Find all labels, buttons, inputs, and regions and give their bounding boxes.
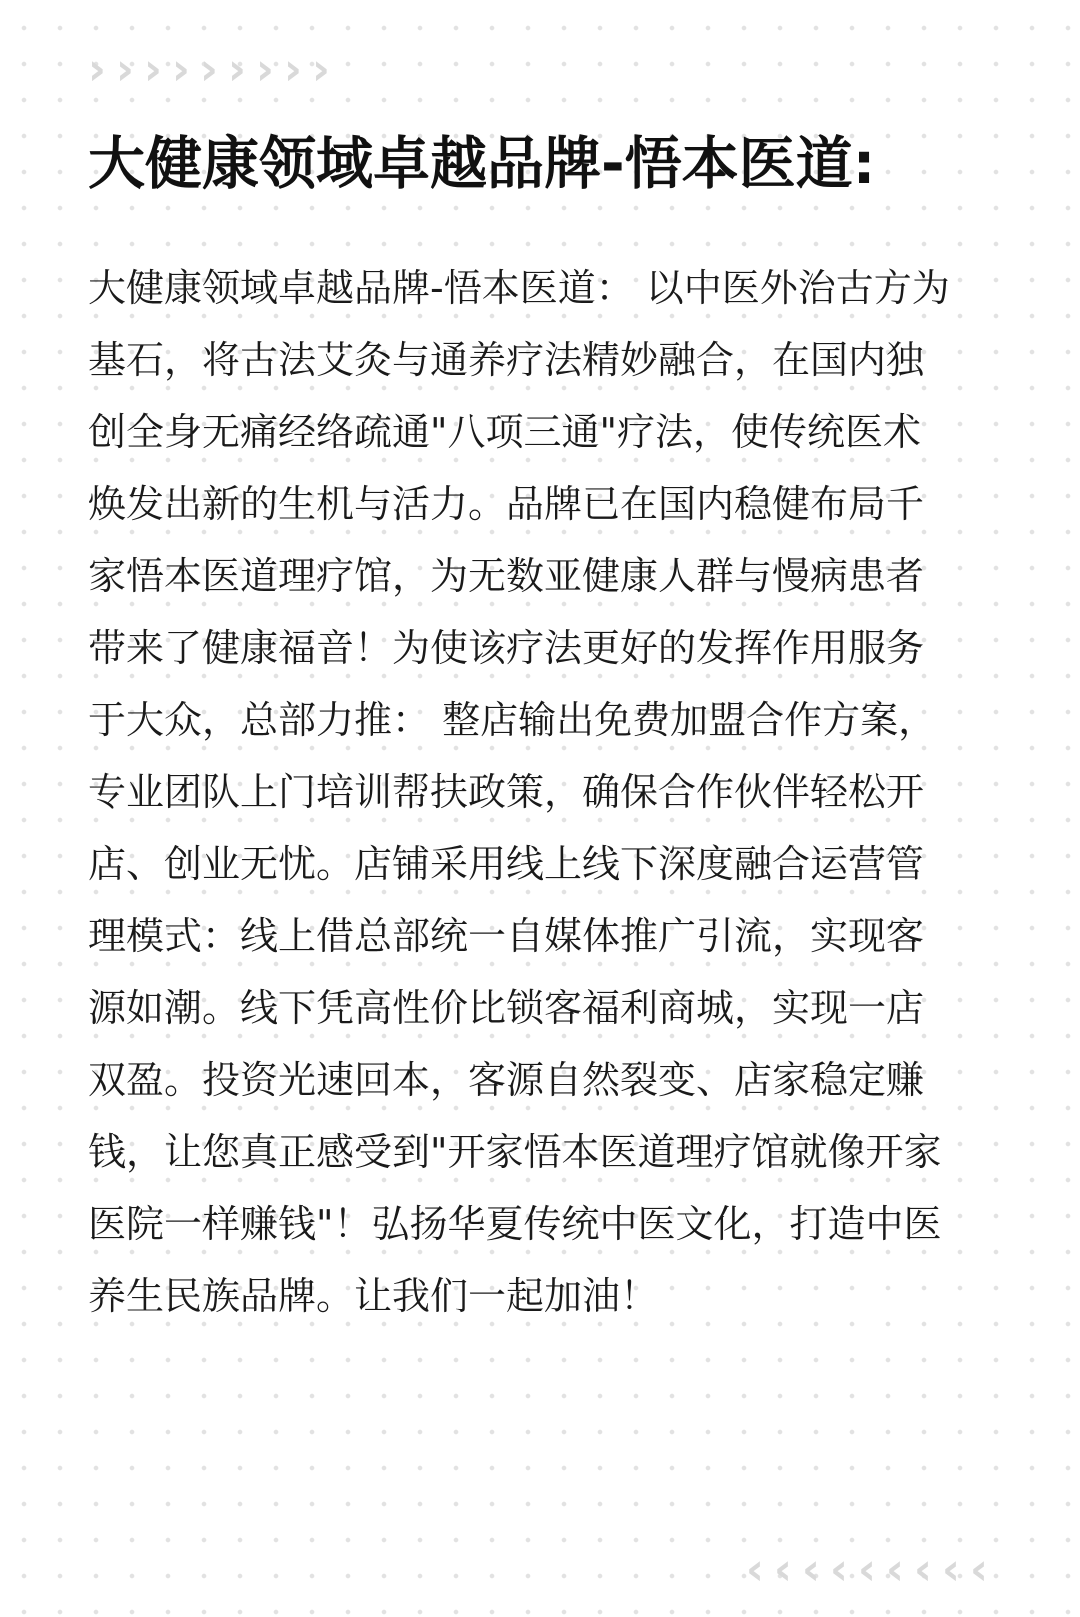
chevron-right-icon: › bbox=[115, 44, 135, 95]
chevron-right-icon: › bbox=[283, 44, 303, 95]
chevron-right-icon: › bbox=[143, 44, 163, 95]
chevron-left-icon: ‹ bbox=[969, 1544, 989, 1595]
chevron-right-icon: › bbox=[227, 44, 247, 95]
chevron-left-icon: ‹ bbox=[913, 1544, 933, 1595]
chevron-left-icon: ‹ bbox=[857, 1544, 877, 1595]
chevron-right-icon: › bbox=[255, 44, 275, 95]
chevron-right-icon: › bbox=[87, 44, 107, 95]
chevron-left-icon: ‹ bbox=[801, 1544, 821, 1595]
chevron-right-icon: › bbox=[311, 44, 331, 95]
chevron-right-icon: › bbox=[199, 44, 219, 95]
chevron-left-icon: ‹ bbox=[885, 1544, 905, 1595]
page-title: 大健康领域卓越品牌-悟本医道: bbox=[88, 131, 876, 197]
chevron-left-icon: ‹ bbox=[773, 1544, 793, 1595]
chevron-right-icon: › bbox=[171, 44, 191, 95]
bottom-chevron-decoration bbox=[744, 1544, 990, 1595]
chevron-left-icon: ‹ bbox=[829, 1544, 849, 1595]
top-chevron-decoration bbox=[86, 44, 332, 95]
chevron-left-icon: ‹ bbox=[745, 1544, 765, 1595]
chevron-left-icon: ‹ bbox=[941, 1544, 961, 1595]
article-body: 大健康领域卓越品牌-悟本医道： 以中医外治古方为基石，将古法艾灸与通养疗法精妙融合，在国内独创全身无痛经络疏通"八项三通"疗法，使传统医术焕发出新的生机与活力。品牌已在国内稳健布局千家悟本医道理疗馆，为无数亚健康人群与慢病患者带来了健康福音！为使该疗法更好的发挥作用服务于大众，总部力推： 整店输出免费加盟合作方案，专业团队上门培训帮扶政策，确保合作伙伴轻松开店、创业无忧。店铺采用线上线下深度融合运营管理模式：线上借总部统一自媒体推广引流，实现客源如潮。线下凭高性价比锁客福利商城，实现一店双盈。投资光速回本，客源自然裂变、店家稳定赚钱，让您真正感受到"开家悟本医道理疗馆就像开家医院一样赚钱"！弘扬华夏传统中医文化，打造中医养生民族品牌。让我们一起加油！ bbox=[88, 266, 950, 1318]
